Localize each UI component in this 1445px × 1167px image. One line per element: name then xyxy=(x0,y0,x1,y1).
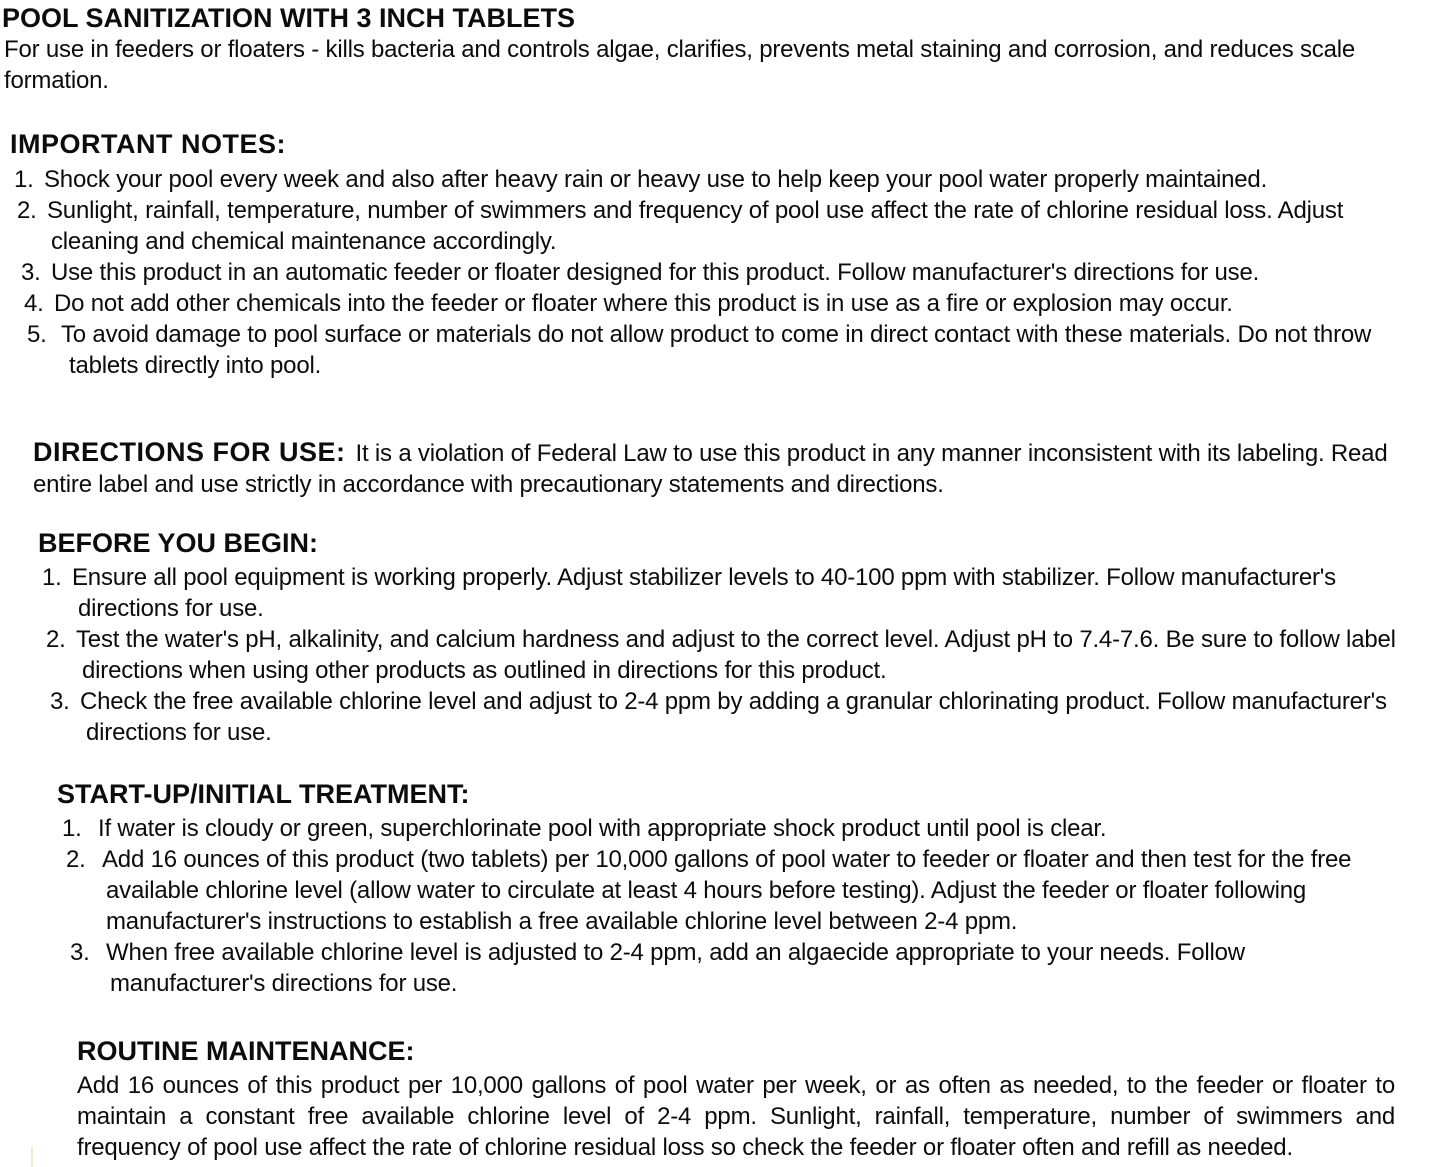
item-text: Add 16 ounces of this product (two tablets) per 10,000 gallons of pool water to feeder or floater and then test for the free available chlorine level (allow water to circulate at least 4 hours before testing). Adjust the feeder or floater following manufacturer's instructions to establish a free available chlorine level between 2-4 ppm. xyxy=(102,846,1352,935)
directions-heading: DIRECTIONS FOR USE: xyxy=(33,437,346,467)
item-number: 3. xyxy=(70,939,90,966)
item-text: Ensure all pool equipment is working properly. Adjust stabilizer levels to 40-100 ppm with stabilizer. Follow manufacturer's directions for use. xyxy=(72,564,1336,622)
scan-artifact-mark xyxy=(31,1147,33,1167)
section-important-notes xyxy=(0,128,1433,381)
item-text: Test the water's pH, alkalinity, and calcium hardness and adjust to the correct level. Adjust pH to 7.4-7.6. Be sure to follow label directions when using other products as outlined in directions for this product. xyxy=(76,626,1396,684)
item-text: Sunlight, rainfall, temperature, number of swimmers and frequency of pool use affect the rate of chlorine residual loss. Adjust cleaning and chemical maintenance accordingly. xyxy=(47,197,1344,255)
item-text: Check the free available chlorine level and adjust to 2-4 ppm by adding a granular chlorinating product. Follow manufacturer's directions for use. xyxy=(80,688,1387,746)
routine-maintenance-text: Add 16 ounces of this product per 10,000 gallons of pool water per week, or as often as needed, to the feeder or floater to maintain a constant free available chlorine level of 2-4 ppm. Sunlight, rainfall, temperature, number of swimmers and frequency of pool use affect the rate of chlorine residual loss so check the feeder or floater often and refill as needed. xyxy=(77,1072,1395,1161)
product-subtitle: For use in feeders or floaters - kills bacteria and controls algae, clarifies, prevents metal staining and corrosion, and reduces scale formation. xyxy=(4,36,1356,94)
startup-heading: START-UP/INITIAL TREATMENT: xyxy=(57,779,470,809)
item-number: 3. xyxy=(21,259,41,286)
before-you-begin-list xyxy=(0,562,1433,748)
startup-item xyxy=(70,937,1393,999)
section-before-you-begin xyxy=(0,527,1433,748)
before-you-begin-heading: BEFORE YOU BEGIN: xyxy=(38,528,319,558)
item-number: 2. xyxy=(17,197,37,224)
note-item xyxy=(21,257,1433,288)
item-text: If water is cloudy or green, superchlorinate pool with appropriate shock product until pool is clear. xyxy=(98,815,1107,842)
note-item xyxy=(14,164,1433,195)
item-number: 1. xyxy=(42,564,62,591)
begin-item xyxy=(46,624,1433,686)
item-number: 2. xyxy=(46,626,66,653)
startup-list xyxy=(0,813,1393,999)
note-item xyxy=(17,195,1433,257)
note-item xyxy=(24,288,1433,319)
item-text: Use this product in an automatic feeder or floater designed for this product. Follow manufacturer's directions for use. xyxy=(51,259,1260,286)
page-title: POOL SANITIZATION WITH 3 INCH TABLETS xyxy=(2,3,575,33)
directions-text: It is a violation of Federal Law to use this product in any manner inconsistent with its labeling. Read entire label and use strictly in accordance with precautionary statements and directions. xyxy=(33,440,1388,498)
begin-item xyxy=(42,562,1433,624)
important-notes-heading: IMPORTANT NOTES: xyxy=(10,129,286,159)
item-text: Do not add other chemicals into the feeder or floater where this product is in use as a fire or explosion may occur. xyxy=(54,290,1233,317)
begin-item xyxy=(50,686,1433,748)
item-text: Shock your pool every week and also after heavy rain or heavy use to help keep your pool water properly maintained. xyxy=(44,166,1268,193)
item-text: When free available chlorine level is adjusted to 2-4 ppm, add an algaecide appropriate to your needs. Follow manufacturer's directions for use. xyxy=(106,939,1245,997)
item-text: To avoid damage to pool surface or materials do not allow product to come in direct contact with these materials. Do not throw tablets directly into pool. xyxy=(61,321,1372,379)
item-number: 5. xyxy=(27,321,47,348)
item-number: 4. xyxy=(24,290,44,317)
important-notes-list xyxy=(0,164,1433,381)
routine-maintenance-heading: ROUTINE MAINTENANCE: xyxy=(77,1036,415,1066)
note-item xyxy=(27,319,1433,381)
section-startup-treatment xyxy=(0,778,1393,999)
item-number: 1. xyxy=(14,166,34,193)
item-number: 1. xyxy=(62,815,82,842)
section-routine-maintenance xyxy=(77,1035,1395,1163)
section-directions-for-use xyxy=(33,437,1429,500)
startup-item xyxy=(66,844,1393,937)
directions-paragraph xyxy=(33,437,1429,500)
item-number: 2. xyxy=(66,846,86,873)
item-number: 3. xyxy=(50,688,70,715)
startup-item xyxy=(62,813,1393,844)
